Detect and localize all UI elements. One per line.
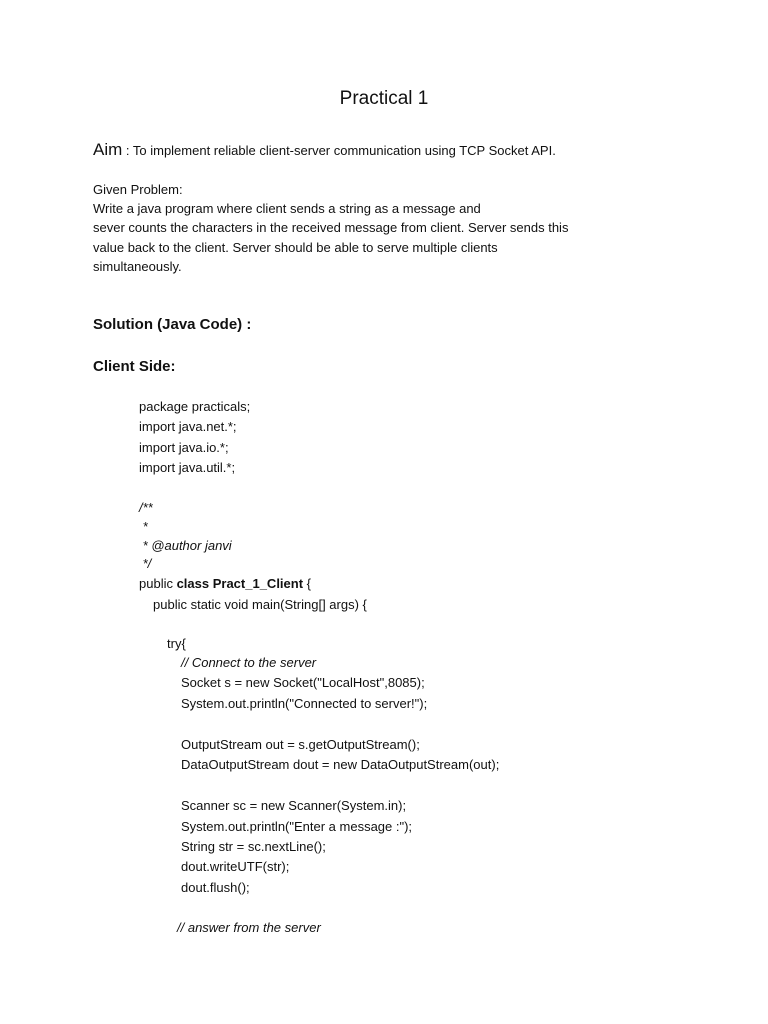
code-package-line: package practicals; (139, 399, 251, 414)
code-javadoc-author: * @author janvi (139, 538, 232, 553)
code-import-net: import java.net.*; (139, 419, 237, 434)
code-javadoc-star: * (139, 519, 148, 534)
aim-label: Aim (93, 140, 123, 159)
code-main-signature: public static void main(String[] args) { (153, 597, 367, 612)
code-class-name: class Pract_1_Client (176, 576, 304, 591)
code-class-brace: { (303, 576, 312, 591)
code-writeutf-line: dout.writeUTF(str); (181, 859, 290, 874)
aim-statement (93, 139, 556, 162)
code-outputstream-line: OutputStream out = s.getOutputStream(); (181, 737, 420, 752)
code-class-public: public (139, 576, 177, 591)
code-dataoutputstream-line: DataOutputStream dout = new DataOutputStream(out); (181, 757, 500, 772)
code-javadoc-open: /** (139, 500, 153, 515)
code-socket-line: Socket s = new Socket("LocalHost",8085); (181, 675, 425, 690)
problem-line: Write a java program where client sends a string as a message and (93, 201, 481, 216)
problem-line: sever counts the characters in the received message from client. Server sends this (93, 220, 569, 236)
code-println-connected: System.out.println("Connected to server!"); (181, 696, 428, 711)
code-import-util: import java.util.*; (139, 460, 236, 475)
page-title: Practical 1 (339, 88, 429, 109)
code-javadoc-close: */ (139, 556, 152, 571)
problem-line: value back to the client. Server should be able to serve multiple clients (93, 239, 498, 255)
code-class-declaration (139, 574, 311, 594)
problem-heading: Given Problem: (93, 182, 183, 197)
client-side-heading: Client Side: (93, 358, 176, 375)
code-println-enter: System.out.println("Enter a message :"); (181, 819, 413, 834)
code-flush-line: dout.flush(); (181, 880, 250, 895)
solution-heading: Solution (Java Code) : (93, 316, 252, 333)
code-import-io: import java.io.*; (139, 440, 229, 455)
code-comment-connect: // Connect to the server (181, 655, 317, 670)
code-string-line: String str = sc.nextLine(); (181, 839, 326, 854)
aim-text: : To implement reliable client-server communication using TCP Socket API. (122, 143, 556, 158)
problem-body (93, 199, 633, 276)
code-try-open: try{ (167, 636, 186, 651)
problem-line: simultaneously. (93, 258, 182, 274)
code-comment-answer: // answer from the server (177, 920, 321, 935)
code-scanner-line: Scanner sc = new Scanner(System.in); (181, 798, 407, 813)
